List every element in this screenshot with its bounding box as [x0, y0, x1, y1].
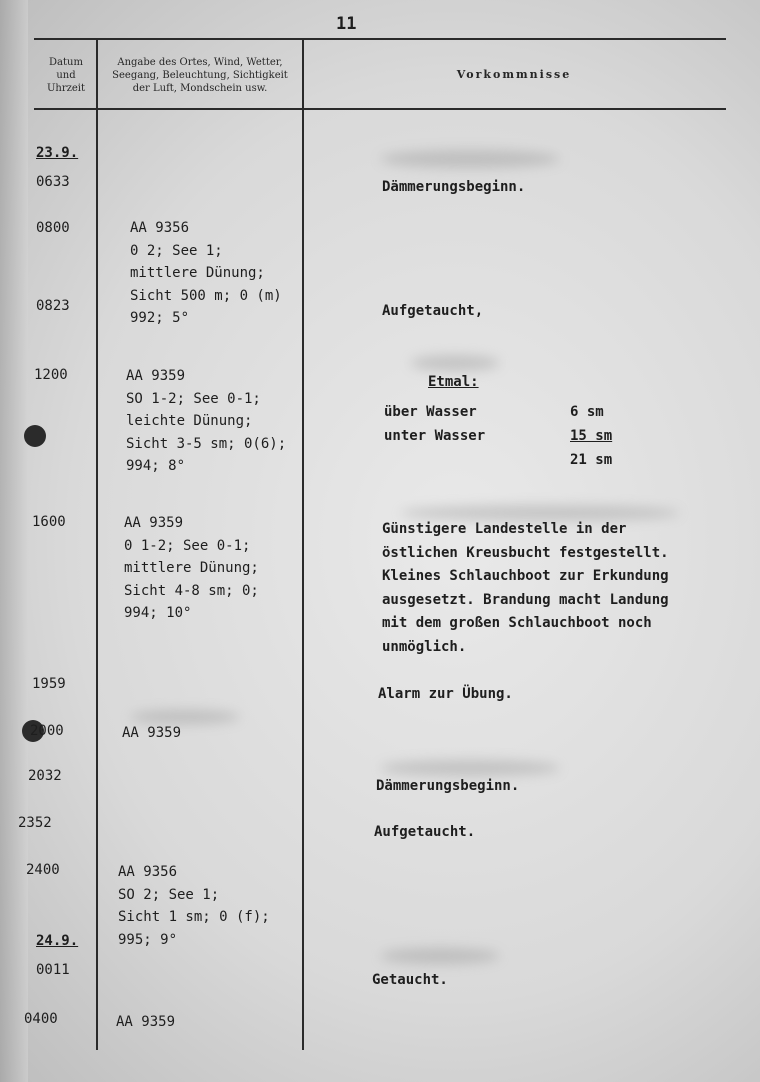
weather-block: AA 9356 SO 2; See 1; Sicht 1 sm; 0 (f); 995; 9° — [118, 864, 270, 948]
etmal-label: unter Wasser — [384, 428, 486, 444]
etmal-value: 6 sm — [570, 404, 604, 420]
column-divider — [96, 40, 98, 1050]
entry-time: 2032 — [28, 768, 62, 784]
event-text: Aufgetaucht, — [382, 303, 484, 319]
entry-time: 2400 — [26, 862, 60, 878]
weather-block: AA 9359 — [122, 725, 182, 741]
weather-block: AA 9359 SO 1-2; See 0-1; leichte Dünung; Sicht 3-5 sm; 0(6); 994; 8° — [126, 368, 287, 474]
entry-date: 24.9. — [36, 933, 79, 949]
event-text: Günstigere Landestelle in der östlichen Kreusbucht festgestellt. Kleines Schlauchboot zur Erkundung ausgesetzt. Brandung macht Landung mit dem großen Schlauchboot noch unmöglich. — [382, 521, 669, 655]
scan-edge-shadow — [0, 0, 28, 1082]
bleed-through-smudge — [380, 948, 500, 964]
etmal-label: über Wasser — [384, 404, 477, 420]
entry-time: 1600 — [32, 514, 66, 530]
punch-hole — [24, 425, 46, 447]
entry-time: 0011 — [36, 962, 70, 978]
weather-block: AA 9359 0 1-2; See 0-1; mittlere Dünung; Sicht 4-8 sm; 0; 994; 10° — [124, 515, 259, 621]
event-text: Dämmerungsbeginn. — [382, 179, 526, 195]
entry-time: 0400 — [24, 1011, 58, 1027]
entry-time: 0633 — [36, 174, 70, 190]
entry-time: 0823 — [36, 298, 70, 314]
column-divider — [302, 40, 304, 1050]
header-bottom-rule — [34, 108, 726, 110]
header-events: Vorkommnisse — [456, 68, 572, 81]
page-number: 11 — [336, 14, 357, 34]
bleed-through-smudge — [380, 760, 560, 776]
entry-time: 1959 — [32, 676, 66, 692]
etmal-value: 15 sm — [570, 428, 613, 444]
entry-date: 23.9. — [36, 145, 79, 161]
header-date-time: Datum und Uhrzeit — [46, 57, 86, 94]
event-text: Aufgetaucht. — [374, 824, 476, 840]
event-text: Getaucht. — [372, 972, 448, 988]
etmal-title: Etmal: — [428, 374, 479, 390]
entry-time: 1200 — [34, 367, 68, 383]
entry-time: 2352 — [18, 815, 52, 831]
table-top-rule — [34, 38, 726, 40]
event-text: Dämmerungsbeginn. — [376, 778, 520, 794]
weather-block: AA 9359 — [116, 1014, 176, 1030]
header-location-weather: Angabe des Ortes, Wind, Wetter, Seegang, Beleuchtung, Sichtigkeit der Luft, Mondschein usw. — [112, 57, 288, 94]
bleed-through-smudge — [380, 150, 560, 168]
etmal-block — [384, 370, 634, 470]
etmal-value: 21 sm — [570, 452, 613, 468]
weather-block: AA 9356 0 2; See 1; mittlere Dünung; Sicht 500 m; 0 (m) 992; 5° — [130, 220, 282, 326]
bleed-through-smudge — [410, 355, 500, 371]
event-text: Alarm zur Übung. — [378, 686, 513, 702]
entry-time: 2000 — [30, 723, 64, 739]
entry-time: 0800 — [36, 220, 70, 236]
